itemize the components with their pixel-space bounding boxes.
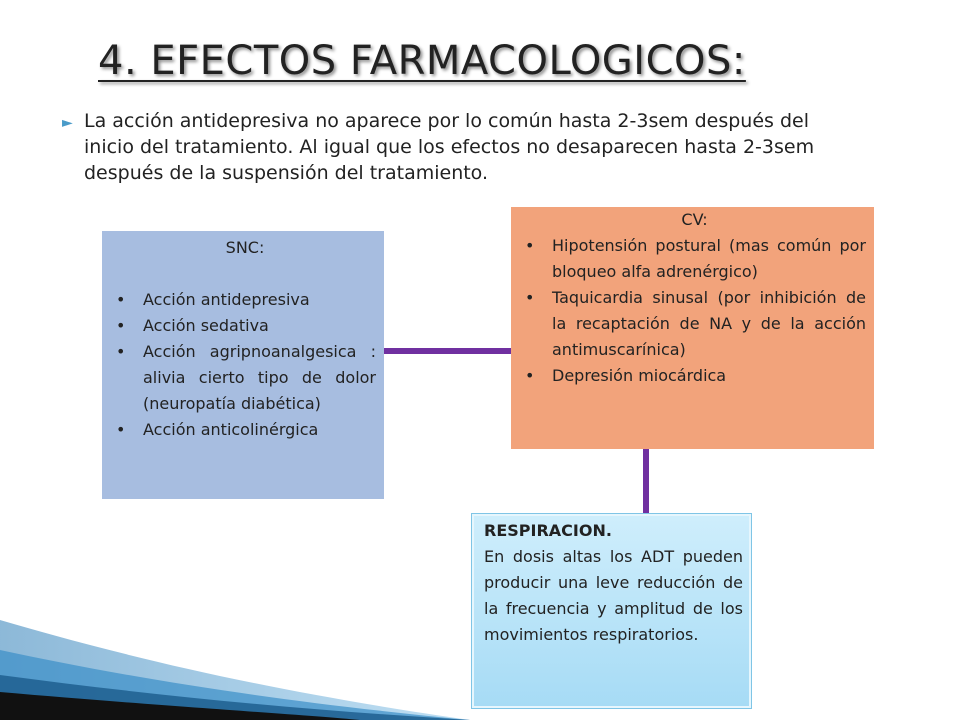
snc-item: • Acción agripnoanalgesica : alivia cierto tipo de dolor (neuropatía diabética) [114, 339, 376, 417]
intro-text: La acción antidepresiva no aparece por lo común hasta 2-3sem después del inicio del tratamiento. Al igual que los efectos no desaparecen hasta 2-3sem después de la suspensión del tratamiento. [84, 110, 815, 184]
respiracion-body: En dosis altas los ADT pueden producir una leve reducción de la frecuencia y amplitud de los movimientos respiratorios. [484, 547, 743, 644]
wave-decoration-icon [0, 580, 470, 720]
snc-list [114, 287, 376, 443]
respiracion-box [471, 513, 752, 709]
snc-box [102, 231, 384, 499]
snc-item: • Acción antidepresiva [114, 287, 376, 313]
snc-item: • Acción sedativa [114, 313, 376, 339]
arrow-bullet-icon: ► [62, 115, 73, 131]
snc-title: SNC: [225, 238, 265, 257]
respiracion-title: RESPIRACION. [484, 521, 612, 540]
cv-list [523, 233, 866, 389]
slide-title: 4. EFECTOS FARMACOLOGICOS: [98, 38, 746, 84]
connector-snc-cv [384, 348, 511, 354]
cv-item: • Taquicardia sinusal (por inhibición de la recaptación de NA y de la acción antimuscarínica) [523, 285, 866, 363]
cv-item: • Hipotensión postural (mas común por bloqueo alfa adrenérgico) [523, 233, 866, 285]
snc-item: • Acción anticolinérgica [114, 417, 376, 443]
cv-item: • Depresión miocárdica [523, 363, 866, 389]
connector-cv-respiracion [643, 449, 649, 513]
cv-title: CV: [681, 210, 708, 229]
cv-box [511, 207, 874, 449]
intro-paragraph [62, 108, 862, 186]
